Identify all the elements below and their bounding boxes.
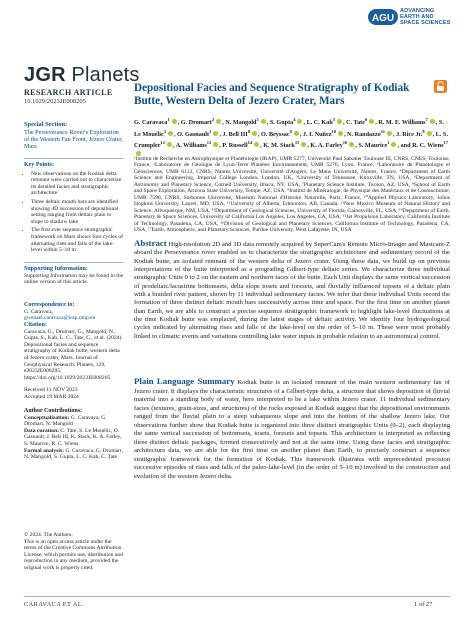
abstract-text: High-resolution 2D and 3D data remotely acquired by SuperCam's Remote Micro-Imager and Mastcam-Z aboard the Perseverance rover enabled us to characterize the stratigraphic architecture and sedimentary record of the Kodiak butte, an isolated remnant of the western delta of Jezero crater. Using these data, we build up on previous interpretations of the butte interpreted as a prograding Gilbert-type deltaic series. We characterize three individual stratigraphic Units 0 to 2 on the eastern and northern faces of the butte. Each Unit displays the same vertical succession of prodeltaic/lacustrine bottomsets, delta slope tosets and foresets, and fluvially influenced topsets of a deltaic plain with a braided river pattern, shown by 11 individual sedimentary facies. We infer that these individual Units record the formation of three distinct deltaic mouth bars successively across time and space. For the first time on another planet than Earth, we are able to construct a precise sequence stratigraphic framework to highlight lake-level fluctuations at the time Kodiak butte was emplaced, during the latest stages of deltaic activity. We identify four hydrogeological cycles indicated by alternating rises and falls of the lake-level on the order of 5–10 m. These were most probably linked to climatic events and variations controlling lake water inputs in probable relation to an astronomical control. [134, 241, 450, 340]
author [310, 142, 355, 149]
divider [24, 158, 124, 159]
citation-heading: Citation: [24, 322, 47, 328]
key-point-item: • Three deltaic mouth bars are identified showing 4D succession of depositional setting ranging from deltaic plain to slope to shallow lake [31, 199, 124, 225]
citation [24, 322, 124, 381]
author-name: O. Gasnault [177, 130, 210, 138]
supporting-info-heading: Supporting Information: [24, 266, 88, 272]
received-date: Received 11 NOV 2023 [24, 387, 78, 393]
correspondence-heading: Correspondence to: [24, 302, 75, 308]
author [261, 128, 300, 138]
divider [24, 262, 124, 263]
abstract-heading: Abstract [134, 238, 167, 248]
author [222, 142, 260, 149]
author-name: C. Tate [346, 119, 365, 127]
author [302, 128, 344, 138]
author-name: J. Rice Jr. [396, 130, 423, 138]
author [222, 128, 258, 138]
pls-heading: Plain Language Summary [134, 376, 235, 386]
license-text: This is an open access article under the terms of the Creative Commons Attribution License, which permits use, distribution and reproduction in any medium, provided the original work is properly cited. [24, 538, 123, 571]
orcid-icon[interactable] [391, 142, 396, 147]
orcid-icon[interactable] [338, 131, 343, 136]
open-access-lock-icon [434, 80, 447, 93]
orcid-icon[interactable] [387, 131, 392, 136]
journal-title: Planets [71, 64, 140, 86]
author [181, 119, 222, 126]
article-title: Depositional Facies and Sequence Stratigraphy of Kodiak Butte, Western Delta of Jezero Crater, Mars [134, 82, 410, 107]
author [263, 142, 307, 149]
author-affiliation-number: 3 [163, 128, 166, 134]
orcid-icon[interactable] [301, 142, 306, 147]
author-name: L. S. Crumpler [134, 130, 448, 150]
author-name: N. Mangold [225, 119, 257, 127]
author-name: S. Maurice [358, 142, 388, 150]
contribution-text: G. Caravaca, G. Dromart, N. Mangold, S. Gupta, L. C. Kah, C. Tate [24, 447, 123, 461]
contribution-label: Data curation: [24, 427, 59, 434]
author-affiliation-number: 1 [167, 117, 170, 122]
orcid-icon[interactable] [297, 119, 302, 124]
agu-tagline-line: ADVANCING [400, 8, 435, 14]
author-name: G. Dromart [180, 119, 212, 127]
author-name: N. Randazzo [347, 130, 381, 138]
contribution-item [24, 448, 124, 461]
orcid-icon[interactable] [168, 131, 173, 136]
orcid-icon[interactable] [216, 119, 221, 124]
author-name: S. Le Mouélic [134, 119, 444, 138]
citation-text: Caravaca, G., Dromart, G., Mangold, N., Gupta, S., Kah, L. C., Tate, C., et al. (2024). Depositional facies and sequence stratigraphy of Kodiak butte, western delta of Jezero crater, Mars. Journal of Geophysical Research: Planets, 129, e2023JE008205. https://doi.org/10.1029/2023JE008205 [24, 328, 123, 381]
author-affiliation-number: 12 [160, 140, 165, 146]
journal-prefix: JGR [24, 64, 66, 86]
special-section-link[interactable]: The Perseverance Rover's Exploration of the Western Fan Front, Jezero Crater, Mars [24, 128, 123, 150]
contributions-heading: Author Contributions: [24, 408, 83, 414]
author-affiliation-number: 13 [206, 140, 212, 146]
author-affiliation-number: 7 [425, 117, 428, 122]
author [358, 142, 397, 149]
orcid-icon[interactable] [261, 119, 266, 124]
author-name: O. Beyssac [261, 130, 290, 138]
author [346, 119, 375, 126]
author-affiliation-number: 15 [294, 140, 300, 146]
author-affiliation-number: 4 [293, 117, 296, 122]
copyright-line: © 2024. The Authors. [24, 532, 73, 538]
agu-tagline-line: SPACE SCIENCES [400, 20, 451, 27]
author-affiliation-number: 2 [211, 117, 215, 122]
author [177, 128, 219, 138]
author [347, 128, 393, 138]
author-affiliation-number: 1 [387, 140, 390, 146]
author [378, 119, 435, 126]
svg-text:AGU: AGU [371, 13, 395, 24]
orcid-icon[interactable] [427, 131, 432, 136]
agu-tagline-line: EARTH AND [400, 14, 434, 21]
correspondence-email[interactable]: gwenael.caravaca@irap.omp.eu [24, 315, 96, 322]
supporting-information [24, 266, 124, 286]
author-affiliation-number: 16 [342, 140, 348, 146]
author-affiliation-number: 9 [289, 128, 292, 134]
orcid-icon[interactable] [213, 142, 218, 147]
author-affiliation-number: 14 [247, 140, 253, 146]
author-name: J. I. Nuñez [302, 130, 332, 138]
key-point-item: • New observations on the Kodiak delta remnant were carried out to characterize its detailed facies and stratigraphic architecture [31, 171, 124, 197]
article-dates [24, 387, 124, 400]
author-contributions [24, 408, 124, 461]
orcid-icon[interactable] [136, 151, 141, 156]
journal-name [24, 64, 140, 87]
supporting-info-text: Supporting Information may be found in the online version of this article. [24, 272, 124, 286]
abstract [134, 239, 450, 341]
article-type: RESEARCH ARTICLE [24, 88, 113, 97]
orcid-icon[interactable] [167, 142, 172, 147]
plain-language-summary [134, 377, 450, 481]
author-affiliation-number: 3 [256, 117, 259, 122]
contribution-item [24, 428, 124, 448]
orcid-icon[interactable] [172, 119, 177, 124]
author-name: A. Williams [175, 142, 207, 150]
author-affiliation-number: 5 [332, 117, 335, 122]
correspondence [24, 302, 124, 322]
contribution-item [24, 415, 124, 428]
key-point-item: • The first ever sequence stratigraphic framework on Mars shows four cycles of alternating rises and falls of the lake-level within 5–10 m [31, 227, 124, 253]
orcid-icon[interactable] [254, 142, 259, 147]
contribution-text: C. Tate, S. Le Mouélic, O. Gasnault, J. Bell III, K. Stack, K. A. Farley, S. Maurice, R. C. Wiens [24, 427, 122, 447]
author-name: P. Russell [222, 142, 248, 150]
correspondence-name: G. Caravaca, [24, 308, 54, 315]
key-points [24, 162, 124, 256]
author [396, 128, 432, 138]
author [270, 119, 304, 126]
pls-text: Kodiak butte is an isolated remnant of the main western sedimentary fan of Jezero crater. It displays the characteristic structures of a Gilbert-type delta, a structure that shows deposition of fluvial material into a standing body of water, here interpreted to be a lake within Jezero crater. 11 individual sedimentary facies (textures, grain-sizes, and structures) of the rocks exposed at Kodiak suggest that the depositional environments ranged from the fluvial plain to a steep subaqueous slope and into the bottom of the shallow Jezero lake. Our observations further show that Kodiak butte is organized into three distinct stratigraphic Units (0–2), each displaying the same vertical succession of bottomsets, tosets, foresets and topsets. This architecture is interpreted as reflecting three distinct deltaic packages, formed consecutively and not at the same time. Using these facies and stratigraphic architecture data, we are able for the first time on another planet than Earth, to precisely construct a sequence stratigraphic framework for the formation of Kodiak. This framework illustrates with unprecedented precision successive episodes of rises and falls of the paleo-lake-level (in the order of 5–10 m) involved in the construction and evolution of the western Jezero delta. [134, 379, 450, 480]
author-name: K. M. Stack [263, 142, 295, 150]
author-name: J. Bell III [222, 130, 248, 138]
special-section [24, 122, 124, 150]
footer-divider [24, 596, 450, 597]
license [24, 532, 124, 572]
author [176, 142, 220, 149]
contribution-label: Conceptualization: [24, 414, 70, 421]
author-list: G. Caravaca$^1$ , G. Dromart$^2$ , N. Mangold$^3$ , S. Gupta$^4$ , L. C. Kah$^5$ , C. Tate$^6$ , R. M. E. Williams$^7$ , S. Le Mouélic$^3$ , O. Gasnault$^1$ , J. Bell III$^8$ , O. Beyssac$^9$ , J. I. Nuñez$^{10}$ , N. Randazzo$^{11}$ , J. Rice Jr.$^8$ , L. S. Crumpler$^{12}$ , A. Williams$^{13}$ , P. Russell$^{14}$ , K. M. Stack$^{15}$ , K. A. Farley$^{16}$ , S. Maurice$^1$ , and R. C. Wiens$^{17}$ [134, 116, 450, 159]
author-affiliation-number: 1 [209, 128, 212, 134]
author-affiliation-number: 10 [331, 128, 336, 134]
author-affiliation-number: 6 [364, 117, 368, 122]
author-affiliation-number: 8 [247, 128, 250, 134]
contribution-text: G. Caravaca, G. Dromart, N. Mangold [24, 414, 107, 428]
author [134, 119, 178, 126]
contribution-label: Formal analysis: [24, 447, 64, 454]
author [307, 119, 343, 126]
orcid-icon[interactable] [213, 131, 218, 136]
page-number: 1 of 27 [414, 601, 433, 608]
orcid-icon[interactable] [349, 142, 354, 147]
affiliations: ¹Institut de Recherche en Astrophysique et Planétologie (IRAP), UMR 5277, Université Paul Sabatier Toulouse III, CNRS, CNES, Toulouse, France, ²Laboratoire de Géologie de Lyon-Terre Planètes Environnement, UMR 5276, Lyon, France, ³Laboratoire de Planétologie et Géosciences, UMR 6112, CNRS, Nantes Université, Université d'Angers, Le Mans Université, Nantes, France, ⁴Department of Earth Science and Engineering, Imperial College London, London, UK, ⁵University of Tennessee, Knoxville, TN, USA, ⁶Department of Astronomy and Planetary Science, Cornell University, Ithaca, NY, USA, ⁷Planetary Science Institute, Tucson, AZ, USA, ⁸School of Earth and Space Exploration, Arizona State University, Tempe, AZ, USA, ⁹Institut de Minéralogie, de Physique des Matériaux et de Cosmochimie, UMR 7590, CNRS, Sorbonne Université, Muséum National d'Histoire Naturelle, Paris, France, ¹⁰Applied Physics Laboratory, Johns Hopkins University, Laurel, MD, USA, ¹¹University of Alberta, Edmonton, AB, Canada, ¹²New Mexico Museum of Natural History and Science, Albuquerque, NM, USA, ¹³Department of Geological Sciences, University of Florida, Gainesville, FL, USA, ¹⁴Department of Earth, Planetary & Space Sciences, University of California Los Angeles, Los Angeles, CA, USA, ¹⁵Jet Propulsion Laboratory, California Institute of Technology, Pasadena, CA, USA, ¹⁶Division of Geological and Planetary Sciences, California Institute of Technology, Pasadena, CA, USA, ¹⁷Earth, Atmospheric, and Planetary Sciences, Purdue University, West Lafayette, IN, USA [134, 156, 450, 233]
author-name: K. A. Farley [310, 142, 343, 150]
agu-logo [368, 6, 470, 32]
author [225, 119, 267, 126]
author-affiliation-number: 17 [443, 140, 448, 146]
agu-globe-icon [368, 6, 398, 28]
orcid-icon[interactable] [369, 119, 374, 124]
author-name: R. M. E. Williams [378, 119, 426, 127]
author-affiliation-number: 11 [380, 128, 385, 134]
doi[interactable]: 10.1029/2023JE008205 [24, 98, 86, 105]
accepted-date: Accepted 19 MAR 2024 [24, 393, 79, 400]
agu-tagline [400, 8, 450, 27]
orcid-icon[interactable] [430, 119, 435, 124]
orcid-icon[interactable] [294, 131, 299, 136]
author-name: R. C. Wiens [412, 142, 444, 150]
key-points-heading: Key Points: [24, 162, 54, 168]
author-name: S. Gupta [269, 119, 294, 127]
special-section-heading: Special Section: [24, 121, 68, 128]
orcid-icon[interactable] [252, 131, 257, 136]
author-name: L. C. Kah [306, 119, 333, 127]
author-affiliation-number: 8 [422, 128, 425, 134]
author-name: G. Caravaca [134, 119, 168, 127]
orcid-icon[interactable] [337, 119, 342, 124]
footer-authors: CARAVACA ET AL. [24, 601, 84, 608]
